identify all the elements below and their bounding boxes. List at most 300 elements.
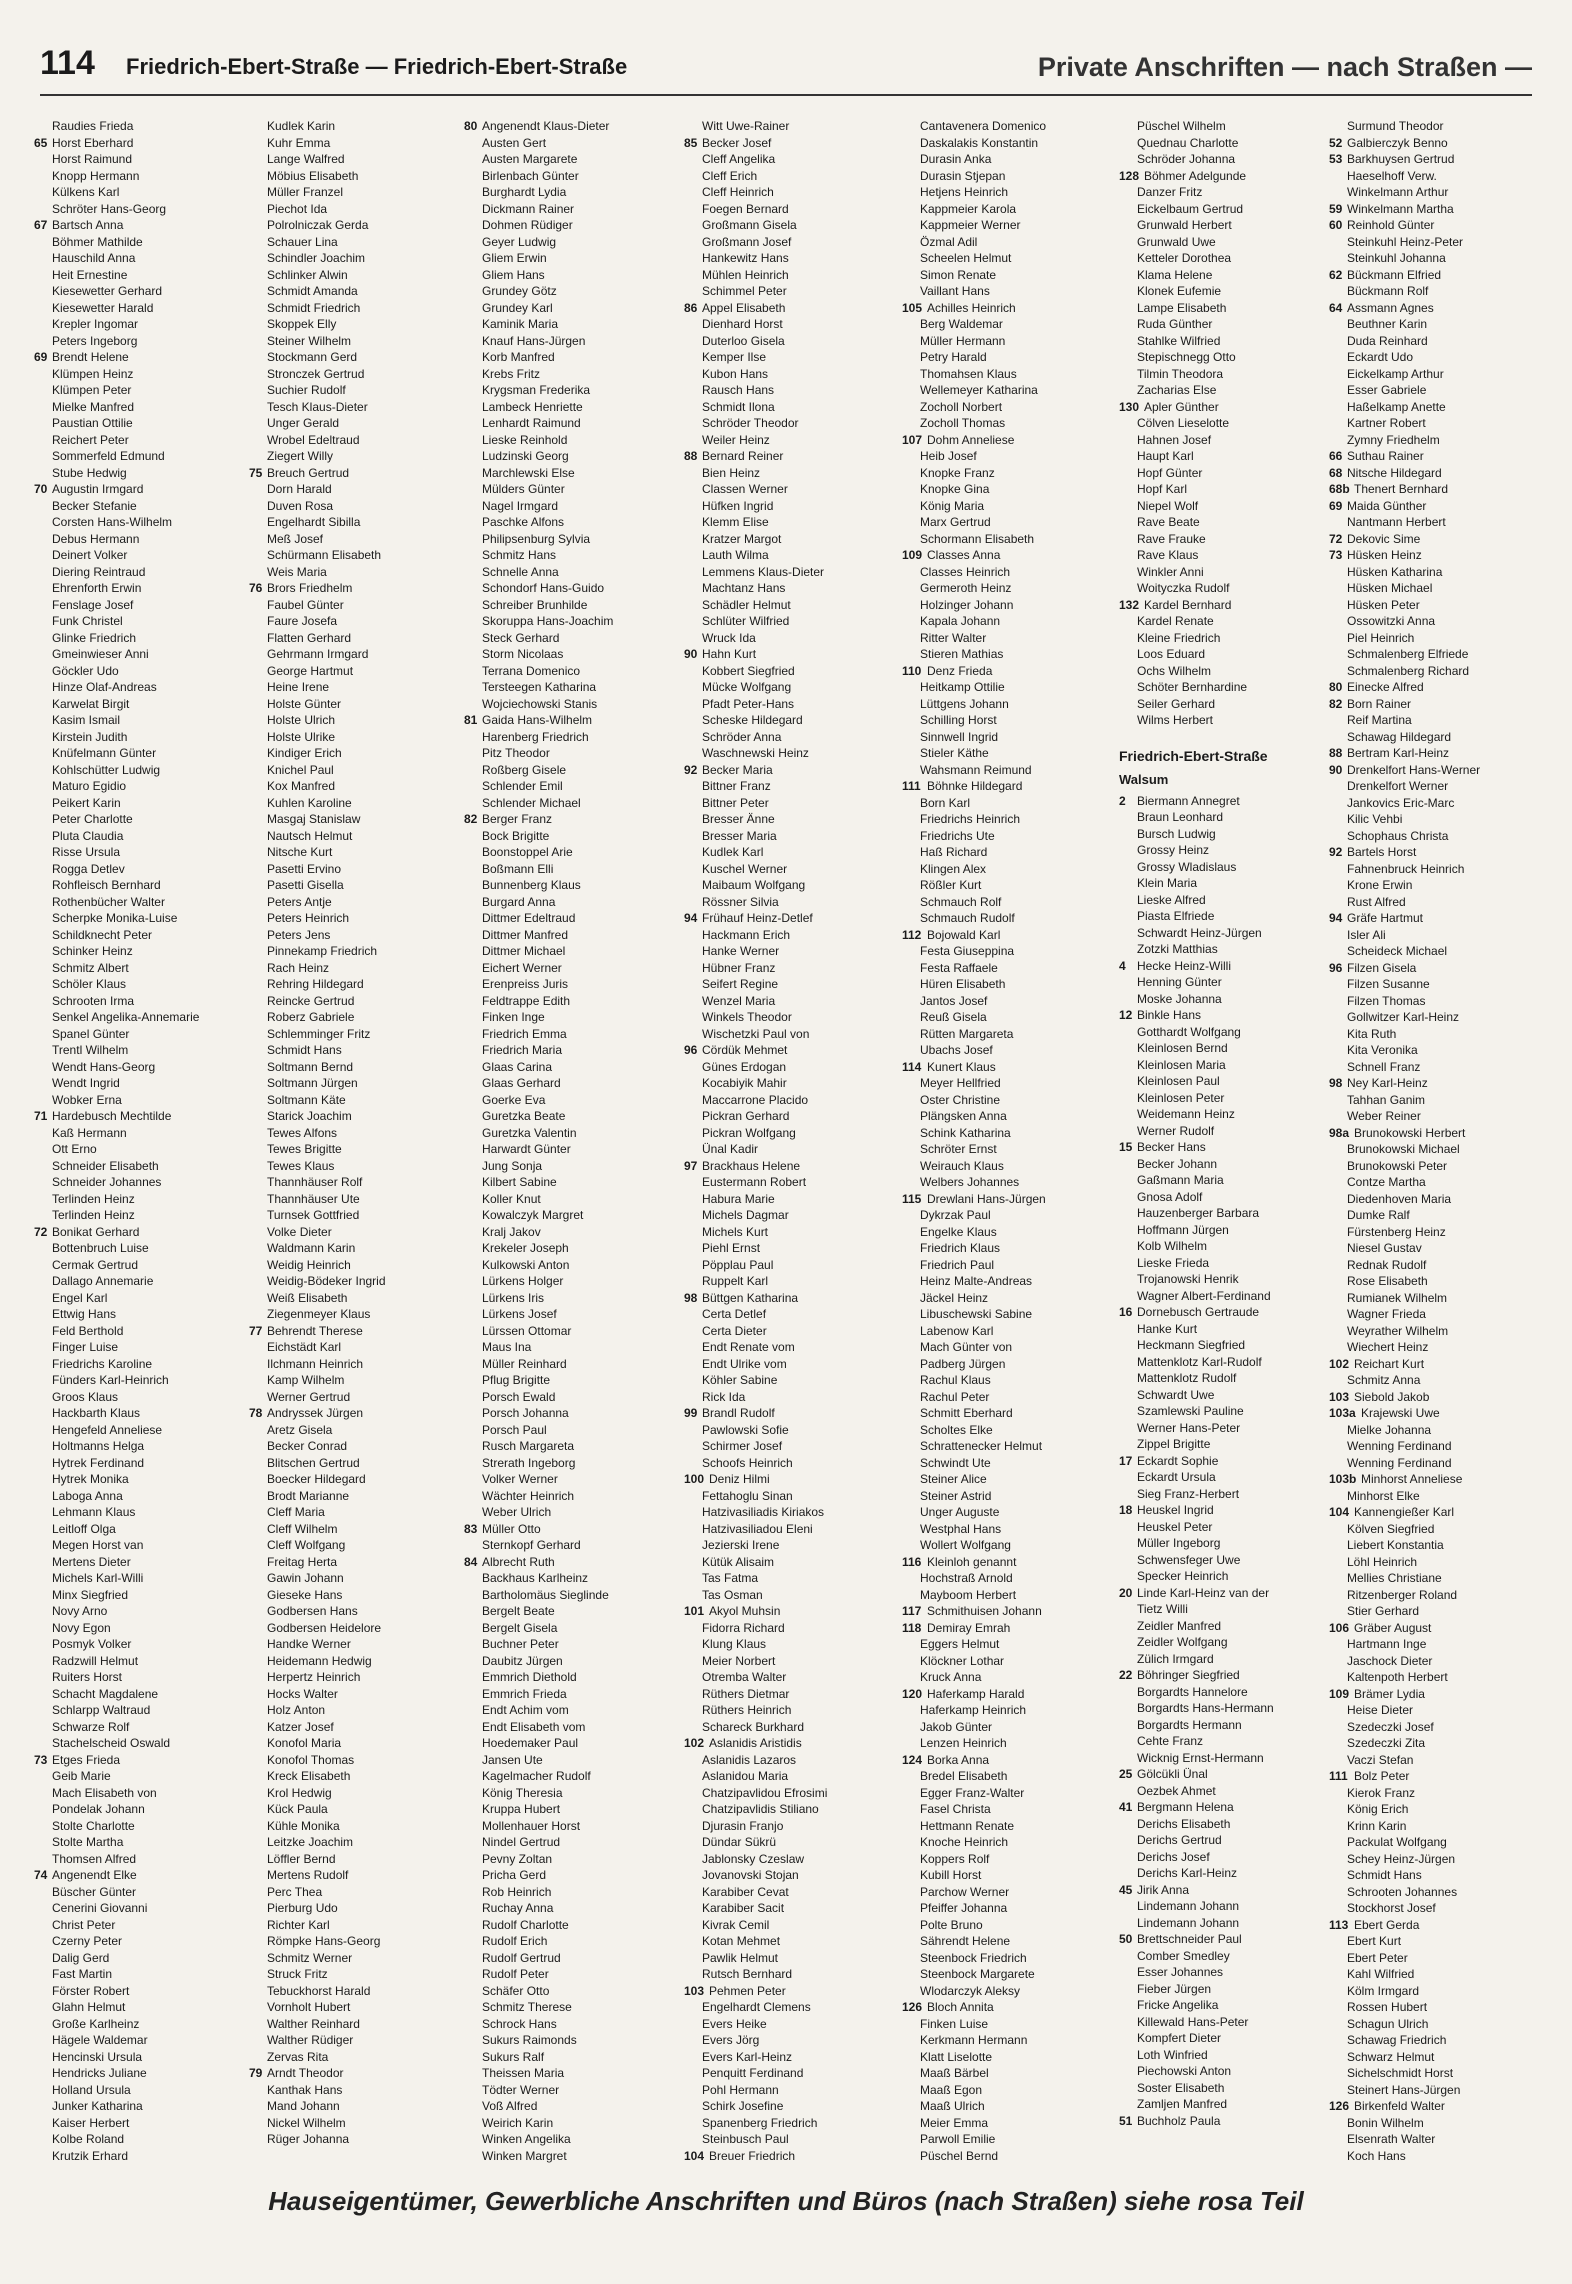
list-item (464, 1455, 670, 1472)
list-item (34, 1158, 240, 1175)
list-item (902, 1174, 1108, 1191)
resident-name: Kreck Elisabeth (267, 1769, 351, 1783)
list-item (34, 778, 240, 795)
list-item (902, 283, 1108, 300)
list-item (1329, 1339, 1535, 1356)
resident-name: Wicknig Ernst-Hermann (1137, 1750, 1264, 1765)
resident-name: Brendt Helene (52, 350, 129, 364)
resident-name: Hardebusch Mechtilde (52, 1109, 172, 1123)
resident-name: Brandl Rudolf (702, 1406, 775, 1420)
list-item (684, 448, 890, 465)
list-item (1119, 366, 1325, 383)
list-item (464, 1224, 670, 1241)
list-item (902, 580, 1108, 597)
house-number: 99 (684, 1406, 698, 1420)
list-item (464, 960, 670, 977)
resident-name: Thomahsen Klaus (920, 366, 1017, 381)
house-number: 70 (34, 482, 48, 496)
resident-name: Schmauch Rudolf (920, 911, 1015, 925)
list-item (1329, 1587, 1535, 1604)
list-item (902, 2065, 1108, 2082)
house-number: 41 (1119, 1800, 1133, 1814)
resident-name: Dittmer Michael (482, 944, 566, 958)
list-item (464, 580, 670, 597)
resident-name: Maturo Egidio (52, 779, 127, 793)
resident-name: Pfeiffer Johanna (920, 1901, 1008, 1915)
list-item (1329, 795, 1535, 812)
resident-name: Biermann Annegret (1137, 793, 1240, 808)
list-item (1329, 201, 1535, 218)
resident-name: Comber Smedley (1137, 1948, 1230, 1963)
resident-name: Schirk Josefine (702, 2099, 784, 2113)
list-item (684, 778, 890, 795)
resident-name: Kowalczyk Margret (482, 1208, 584, 1222)
list-item (1329, 1240, 1535, 1257)
house-number: 82 (464, 812, 478, 826)
resident-name: Heine Irene (267, 680, 330, 694)
resident-name: Steinkuhl Johanna (1347, 251, 1446, 265)
list-item (902, 597, 1108, 614)
list-item (249, 696, 455, 713)
resident-name: Römpke Hans-Georg (267, 1934, 381, 1948)
resident-name: Schmidt Amanda (267, 284, 358, 298)
list-item (1329, 1702, 1535, 1719)
list-item (1119, 1700, 1325, 1717)
resident-name: Szamlewski Pauline (1137, 1404, 1244, 1418)
list-item (1119, 531, 1325, 548)
list-item (684, 1785, 890, 1802)
list-item (464, 1686, 670, 1703)
list-item (249, 630, 455, 647)
list-item (1119, 1585, 1325, 1602)
list-item (464, 1917, 670, 1934)
list-item (34, 1636, 240, 1653)
list-item (902, 333, 1108, 350)
resident-name: Hüsken Katharina (1347, 564, 1443, 579)
resident-name: Werner Gertrud (267, 1389, 351, 1404)
resident-name: Klonek Eufemie (1137, 284, 1222, 298)
house-number: 76 (249, 581, 263, 595)
resident-name: Schlender Emil (482, 779, 563, 793)
resident-name: Klingen Alex (920, 861, 987, 876)
resident-name: Finken Luise (920, 2016, 989, 2031)
resident-name: Großmann Gisela (702, 218, 797, 232)
list-item (1119, 1717, 1325, 1734)
resident-name: Walther Reinhard (267, 2016, 360, 2031)
list-item (1119, 859, 1325, 876)
list-item (464, 547, 670, 564)
list-item (249, 498, 455, 515)
list-item (464, 778, 670, 795)
list-item (464, 927, 670, 944)
list-item (902, 1339, 1108, 1356)
resident-name: Debus Hermann (52, 531, 140, 546)
list-item (902, 1966, 1108, 1983)
resident-name: Flatten Gerhard (267, 630, 352, 645)
list-item (34, 1455, 240, 1472)
resident-name: Volker Werner (482, 1472, 558, 1486)
resident-name: Walther Rüdiger (267, 2033, 354, 2047)
resident-name: Grunwald Herbert (1137, 218, 1232, 232)
list-item (464, 1636, 670, 1653)
resident-name: Polte Bruno (920, 1917, 983, 1932)
list-item (1119, 580, 1325, 597)
house-number: 12 (1119, 1008, 1133, 1022)
resident-name: Kubon Hans (702, 366, 769, 381)
resident-name: Lieske Alfred (1137, 892, 1206, 907)
resident-name: Rutsch Bernhard (702, 1967, 793, 1981)
resident-name: Cölven Lieselotte (1137, 416, 1230, 430)
resident-name: Kerkmann Hermann (920, 2033, 1028, 2047)
resident-name: Steiner Alice (920, 1472, 987, 1486)
resident-name: Hytrek Ferdinand (52, 1455, 145, 1470)
list-item (464, 432, 670, 449)
list-item (34, 184, 240, 201)
resident-name: Leitzke Joachim (267, 1835, 354, 1849)
resident-name: Kralj Jakov (482, 1224, 541, 1239)
resident-name: Endt Renate vom (702, 1340, 795, 1354)
resident-name: Hendricks Juliane (52, 2066, 147, 2080)
list-item (902, 927, 1108, 944)
house-number: 80 (1329, 680, 1343, 694)
resident-name: Denz Frieda (927, 663, 993, 678)
list-item (249, 1141, 455, 1158)
list-item (902, 613, 1108, 630)
list-item (902, 1158, 1108, 1175)
list-item (902, 531, 1108, 548)
list-item (34, 498, 240, 515)
list-item (34, 432, 240, 449)
resident-name: Kleinloh genannt (927, 1554, 1017, 1569)
resident-name: Böhmer Mathilde (52, 234, 143, 249)
list-item (1119, 184, 1325, 201)
resident-name: Sommerfeld Edmund (52, 449, 165, 463)
resident-name: Jäckel Heinz (920, 1290, 989, 1305)
list-item (249, 217, 455, 234)
list-item (1329, 349, 1535, 366)
resident-name: Bittner Franz (702, 779, 771, 793)
resident-name: Zymny Friedhelm (1347, 432, 1440, 447)
list-item (1119, 1453, 1325, 1470)
resident-name: Fidorra Richard (702, 1620, 785, 1635)
resident-name: Frühauf Heinz-Detlef (702, 911, 813, 925)
resident-name: Labenow Karl (920, 1323, 994, 1338)
house-number: 72 (34, 1224, 48, 1239)
resident-name: Schröder Johanna (1137, 152, 1236, 166)
list-item (464, 894, 670, 911)
resident-name: Petry Harald (920, 350, 987, 364)
resident-name: Krajewski Uwe (1361, 1406, 1440, 1420)
house-number: 100 (684, 1472, 705, 1486)
resident-name: Müller Hermann (920, 333, 1006, 348)
list-item (684, 762, 890, 779)
resident-name: Ziegenmeyer Klaus (267, 1307, 371, 1321)
list-item (464, 597, 670, 614)
resident-name: Brunokowski Peter (1347, 1158, 1448, 1173)
resident-name: Mielke Manfred (52, 399, 135, 414)
list-item (1119, 1634, 1325, 1651)
list-item (1119, 481, 1325, 498)
list-item (684, 168, 890, 185)
resident-name: Schlinker Alwin (267, 267, 348, 282)
list-item (1329, 1966, 1535, 1983)
list-item (902, 1207, 1108, 1224)
list-item (684, 1587, 890, 1604)
resident-name: Gliem Hans (482, 267, 545, 282)
resident-name: Ruppelt Karl (702, 1274, 769, 1288)
resident-name: Schmitz Hans (482, 548, 557, 562)
resident-name: Polrolniczak Gerda (267, 218, 369, 232)
resident-name: Gliem Erwin (482, 251, 547, 265)
resident-name: Engelke Klaus (920, 1224, 997, 1239)
resident-name: Czerny Peter (52, 1934, 123, 1948)
list-item (34, 1042, 240, 1059)
list-item (684, 927, 890, 944)
resident-name: Austen Gert (482, 135, 547, 150)
list-item (902, 1471, 1108, 1488)
resident-name: Angenendt Elke (52, 1868, 137, 1882)
resident-name: Böhmer Adelgunde (1144, 168, 1247, 183)
list-item (34, 1587, 240, 1604)
resident-name: Hauschild Anna (52, 251, 136, 265)
resident-name: Zocholl Thomas (920, 416, 1006, 430)
resident-name: Piechot Ida (267, 201, 328, 216)
list-item (684, 1224, 890, 1241)
list-item (684, 135, 890, 152)
resident-name: Kühle Monika (267, 1818, 340, 1833)
list-item (464, 1867, 670, 1884)
resident-name: Hochstraß Arnold (920, 1571, 1013, 1585)
resident-name: Roberz Gabriele (267, 1010, 355, 1024)
list-item (34, 333, 240, 350)
resident-name: Classes Heinrich (920, 564, 1011, 579)
resident-name: Zervas Rita (267, 2049, 329, 2064)
list-item (34, 382, 240, 399)
resident-name: Becker Josef (702, 135, 772, 150)
resident-name: Brettschneider Paul (1137, 1932, 1242, 1946)
house-number: 106 (1329, 1620, 1350, 1635)
list-item (34, 1521, 240, 1538)
resident-name: Peikert Karin (52, 795, 121, 810)
list-item (1329, 1504, 1535, 1521)
resident-name: Knichel Paul (267, 762, 334, 777)
resident-name: Sieg Franz-Herbert (1137, 1486, 1240, 1501)
resident-name: Volke Dieter (267, 1224, 332, 1239)
resident-name: Müller Otto (482, 1521, 541, 1536)
list-item (1329, 1900, 1535, 1917)
resident-name: Stachelscheid Oswald (52, 1736, 171, 1750)
resident-name: Derichs Elisabeth (1137, 1816, 1231, 1831)
list-item (249, 1092, 455, 1109)
resident-name: Otremba Walter (702, 1670, 787, 1684)
resident-name: Heckmann Siegfried (1137, 1338, 1246, 1352)
list-item (1329, 2032, 1535, 2049)
resident-name: Witt Uwe-Rainer (702, 119, 790, 133)
list-item (902, 118, 1108, 135)
resident-name: Fasel Christa (920, 1802, 991, 1816)
list-item (464, 1669, 670, 1686)
list-item (34, 1999, 240, 2016)
list-item (34, 415, 240, 432)
resident-name: Knopke Franz (920, 465, 995, 480)
resident-name: Göckler Udo (52, 663, 119, 678)
list-item (34, 1356, 240, 1373)
resident-name: Kleinlosen Peter (1137, 1090, 1225, 1105)
resident-name: Lindemann Johann (1137, 1915, 1240, 1930)
house-number: 4 (1119, 958, 1126, 973)
list-item (249, 399, 455, 416)
resident-name: Boßmann Elli (482, 861, 554, 876)
list-item (1119, 1832, 1325, 1849)
resident-name: Kamp Wilhelm (267, 1373, 345, 1387)
resident-name: Dittmer Edeltraud (482, 911, 576, 925)
resident-name: Müller Ingeborg (1137, 1536, 1221, 1550)
list-item (1329, 498, 1535, 515)
resident-name: Pohl Hermann (702, 2082, 779, 2097)
resident-name: Katzer Josef (267, 1719, 334, 1734)
list-item (902, 1884, 1108, 1901)
resident-name: Krekeler Joseph (482, 1241, 569, 1255)
resident-name: Burghardt Lydia (482, 185, 567, 199)
resident-name: Schnelle Anna (482, 564, 559, 579)
list-item (1329, 415, 1535, 432)
resident-name: Haferkamp Heinrich (920, 1703, 1027, 1717)
house-number: 128 (1119, 168, 1140, 183)
resident-name: Wagner Frieda (1347, 1307, 1426, 1321)
resident-name: Fettahoglu Sinan (702, 1488, 793, 1503)
resident-name: Daskalakis Konstantin (920, 135, 1039, 150)
list-item (34, 1983, 240, 2000)
list-item (902, 1752, 1108, 1769)
resident-name: Löffler Bernd (267, 1851, 336, 1866)
list-item (249, 877, 455, 894)
resident-name: Karabiber Cevat (702, 1884, 789, 1899)
list-item (684, 349, 890, 366)
list-item (464, 1752, 670, 1769)
resident-name: Schmithuisen Johann (927, 1604, 1042, 1618)
list-item (249, 1636, 455, 1653)
resident-name: Thannhäuser Rolf (267, 1175, 363, 1189)
resident-name: Daubitz Jürgen (482, 1653, 563, 1668)
resident-name: Elsenrath Walter (1347, 2132, 1436, 2146)
list-item (1119, 2030, 1325, 2047)
list-item (1119, 1519, 1325, 1536)
resident-name: Akyol Muhsin (709, 1604, 781, 1618)
resident-name: Schröter Ernst (920, 1142, 997, 1156)
resident-name: Ziegert Willy (267, 449, 334, 463)
list-item (1329, 1290, 1535, 1307)
list-item (249, 349, 455, 366)
list-item (34, 1504, 240, 1521)
resident-name: Isler Ali (1347, 927, 1386, 942)
resident-name: Kocabiyik Mahir (702, 1076, 787, 1090)
list-item (464, 943, 670, 960)
resident-name: Schauer Lina (267, 234, 338, 249)
resident-name: Paschke Alfons (482, 515, 565, 529)
resident-name: Bergelt Beate (482, 1604, 555, 1618)
resident-name: Richter Karl (267, 1917, 330, 1932)
resident-name: Terlinden Heinz (52, 1191, 135, 1206)
resident-name: Weber Reiner (1347, 1109, 1421, 1123)
list-item (902, 1257, 1108, 1274)
list-item (464, 993, 670, 1010)
list-item (1329, 630, 1535, 647)
resident-name: Soster Elisabeth (1137, 2080, 1225, 2095)
resident-name: Stahlke Wilfried (1137, 333, 1221, 348)
list-item (902, 1719, 1108, 1736)
resident-name: Ubachs Josef (920, 1043, 993, 1057)
list-item (1329, 1768, 1535, 1785)
resident-name: Spanenberg Friedrich (702, 2115, 818, 2130)
list-item (249, 597, 455, 614)
resident-name: Starick Joachim (267, 1109, 352, 1123)
list-item (464, 448, 670, 465)
resident-name: Durasin Anka (920, 152, 992, 166)
list-item (464, 1504, 670, 1521)
resident-name: Kapala Johann (920, 614, 1001, 628)
resident-name: Fast Martin (52, 1967, 113, 1981)
resident-name: Bonikat Gerhard (52, 1224, 140, 1239)
list-item (1329, 1191, 1535, 1208)
resident-name: Weis Maria (267, 564, 327, 579)
resident-name: Tewes Brigitte (267, 1142, 342, 1156)
resident-name: Megen Horst van (52, 1538, 144, 1552)
resident-name: Schawag Friedrich (1347, 2033, 1447, 2047)
list-item (34, 399, 240, 416)
list-item (684, 1719, 890, 1736)
resident-name: Thenert Bernhard (1354, 482, 1449, 496)
list-item (902, 894, 1108, 911)
list-item (464, 663, 670, 680)
resident-name: Weirich Karin (482, 2115, 554, 2130)
resident-name: Vornholt Hubert (267, 2000, 351, 2014)
resident-name: Horst Eberhard (52, 135, 134, 150)
house-number: 60 (1329, 218, 1343, 232)
left-running-title: Friedrich-Ebert-Straße — Friedrich-Ebert-Straße (126, 54, 628, 79)
resident-name: Kox Manfred (267, 779, 336, 793)
resident-name: Tesch Klaus-Dieter (267, 399, 368, 414)
list-item (1119, 613, 1325, 630)
list-item (902, 745, 1108, 762)
resident-name: Piechowski Anton (1137, 2064, 1232, 2078)
list-item (902, 1768, 1108, 1785)
house-number: 96 (684, 1043, 698, 1057)
resident-name: Reif Martina (1347, 713, 1412, 727)
list-item (464, 1983, 670, 2000)
list-item (1119, 1502, 1325, 1519)
resident-name: Behrendt Therese (267, 1323, 363, 1338)
list-item (464, 399, 670, 416)
resident-name: Schildknecht Peter (52, 927, 153, 942)
resident-name: Korb Manfred (482, 350, 555, 364)
list-item (902, 844, 1108, 861)
list-item (249, 1537, 455, 1554)
resident-name: Egger Franz-Walter (920, 1785, 1025, 1800)
resident-name: Festa Giuseppina (920, 944, 1015, 958)
resident-name: Raudies Frieda (52, 119, 134, 133)
resident-name: Rudolf Peter (482, 1967, 549, 1981)
resident-name: Schwardt Uwe (1137, 1387, 1215, 1402)
list-item (34, 564, 240, 581)
list-item (902, 2016, 1108, 2033)
list-item (34, 1669, 240, 1686)
list-item (249, 910, 455, 927)
list-item (464, 564, 670, 581)
resident-name: Kartner Robert (1347, 416, 1426, 430)
resident-name: Holste Ulrich (267, 713, 336, 727)
resident-name: Schawag Hildegard (1347, 729, 1452, 744)
resident-name: Ott Erno (52, 1142, 97, 1156)
